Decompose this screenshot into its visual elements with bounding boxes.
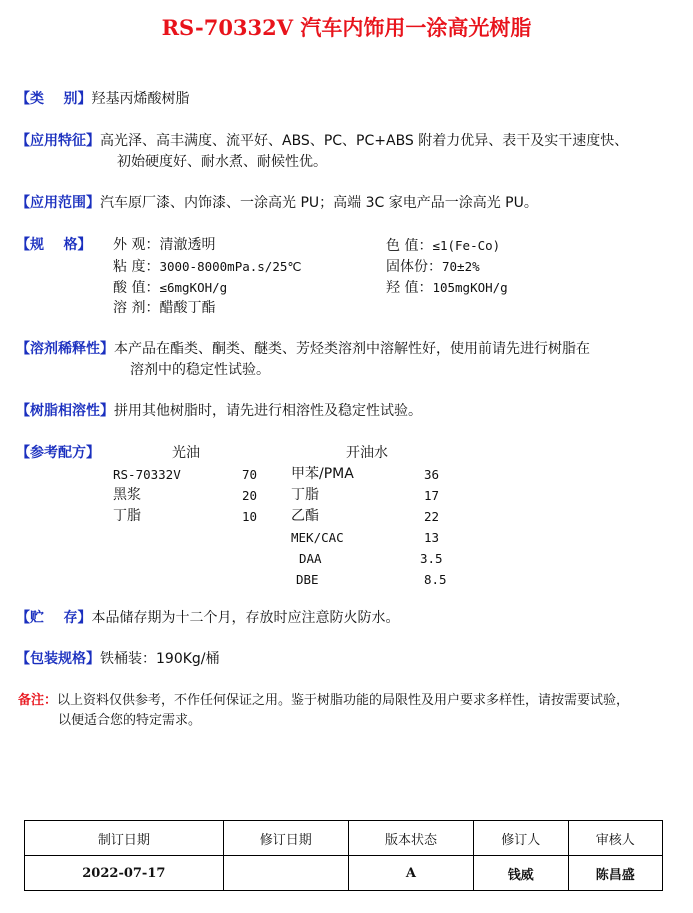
value-issue-date: 2022-07-17 [25, 856, 224, 891]
spec-color: 色 值：≤1(Fe-Co) [386, 238, 501, 254]
spec-solvent: 溶 剂：醋酸丁酯 [113, 300, 216, 316]
scope-value: 汽车原厂漆、内饰漆、一涂高光 PU；高端 3C 家电产品一涂高光 PU。 [100, 195, 538, 211]
thinner-item-qty: 13 [424, 530, 440, 545]
gloss-item-name: 黑浆 [113, 487, 141, 503]
features-section [16, 131, 681, 152]
header-issue-date: 制订日期 [25, 821, 224, 856]
spec-hydroxyl-value: 羟 值：105mgKOH/g [386, 280, 508, 296]
document-title: RS-70332V 汽车内饰用一涂高光树脂 [161, 15, 532, 40]
formula-label: 【参考配方】 [16, 445, 100, 461]
header-reviser: 修订人 [474, 821, 568, 856]
thinner-item-name: 丁脂 [291, 487, 319, 503]
compat-value: 拼用其他树脂时，请先进行相溶性及稳定性试验。 [114, 403, 422, 419]
thinner-item-qty: 3.5 [420, 551, 443, 566]
compat-label: 【树脂相溶性】 [16, 403, 114, 419]
revision-table-header-row [25, 821, 663, 856]
gloss-item-name: 丁脂 [113, 508, 141, 524]
spec-solids: 固体份：70±2% [386, 259, 480, 275]
scope-label: 【应用范围】 [16, 195, 100, 211]
packing-value: 铁桶装：190Kg/桶 [100, 651, 220, 667]
spec-appearance: 外 观：清澈透明 [113, 237, 216, 253]
value-version: A [348, 856, 473, 891]
header-version: 版本状态 [348, 821, 473, 856]
header-revision-date: 修订日期 [223, 821, 348, 856]
features-line1: 高光泽、高丰满度、流平好、ABS、PC、PC+ABS 附着力优异、表干及实干速度快、 [100, 133, 629, 149]
thinner-item-name: DBE [296, 572, 319, 587]
note-section [18, 690, 683, 711]
thinner-item-name: 乙酯 [291, 508, 319, 524]
storage-value: 本品储存期为十二个月，存放时应注意防火防水。 [91, 610, 400, 626]
formula-gloss-header: 光油 [172, 445, 200, 461]
thinner-item-qty: 8.5 [424, 572, 447, 587]
features-label: 【应用特征】 [16, 133, 100, 149]
features-line2: 初始硬度好、耐水煮、耐候性优。 [117, 154, 327, 170]
storage-section [16, 608, 681, 629]
gloss-item-qty: 20 [242, 488, 258, 503]
note-label: 备注： [18, 693, 58, 708]
storage-label: 【贮 存】 [16, 610, 92, 626]
formula-thinner-header: 开油水 [346, 445, 388, 461]
revision-table-value-row [25, 856, 663, 891]
thinner-item-name: DAA [299, 551, 322, 566]
value-revision-date [223, 856, 348, 891]
dilution-line2: 溶剂中的稳定性试验。 [130, 362, 270, 378]
dilution-label: 【溶剂稀释性】 [16, 341, 114, 357]
thinner-item-name: 甲苯/PMA [291, 466, 354, 482]
thinner-item-qty: 17 [424, 488, 440, 503]
category-value: 羟基丙烯酸树脂 [91, 91, 190, 107]
spec-viscosity: 粘 度：3000-8000mPa.s/25℃ [113, 259, 302, 275]
value-approver: 陈昌盛 [568, 856, 663, 891]
specs-label: 【规 格】 [16, 237, 92, 253]
packing-section [16, 649, 681, 670]
value-reviser: 钱威 [474, 856, 568, 891]
header-approver: 审核人 [568, 821, 663, 856]
dilution-line1: 本产品在酯类、酮类、醚类、芳烃类溶剂中溶解性好，使用前请先进行树脂在 [114, 341, 590, 357]
thinner-item-qty: 36 [424, 467, 440, 482]
category-section [16, 89, 681, 110]
revision-table [24, 820, 663, 891]
category-label: 【类 别】 [16, 91, 92, 107]
thinner-item-qty: 22 [424, 509, 440, 524]
note-line2: 以便适合您的特定需求。 [58, 713, 202, 728]
gloss-item-name: RS-70332V [113, 467, 181, 482]
note-line1: 以上资料仅供参考，不作任何保证之用。鉴于树脂功能的局限性及用户要求多样性，请按需要试验， [57, 693, 630, 708]
gloss-item-qty: 70 [242, 467, 258, 482]
spec-acid-value: 酸 值：≤6mgKOH/g [113, 280, 228, 296]
thinner-item-name: MEK/CAC [291, 530, 344, 545]
dilution-section [16, 339, 681, 360]
packing-label: 【包装规格】 [16, 651, 100, 667]
compat-section [16, 401, 681, 422]
gloss-item-qty: 10 [242, 509, 258, 524]
scope-section [16, 193, 681, 214]
